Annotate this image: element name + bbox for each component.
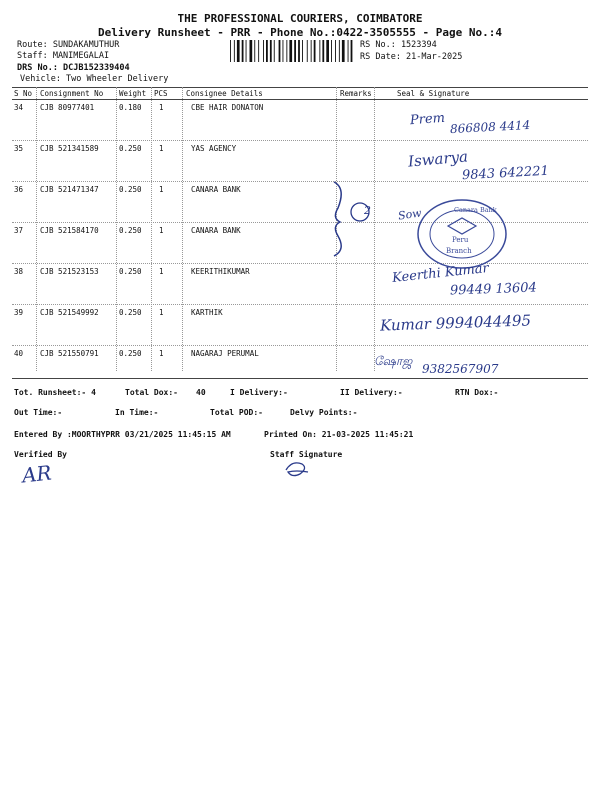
staff-signature-label: Staff Signature bbox=[270, 450, 343, 459]
signature-38-phone: 99449 13604 bbox=[449, 280, 538, 299]
stamp-branch-place: Peru bbox=[452, 236, 469, 244]
row-37-consignee: CANARA BANK bbox=[191, 226, 241, 235]
staff-signature-icon bbox=[282, 456, 312, 480]
signature-35-name: Iswarya bbox=[407, 147, 469, 171]
col-header-consignment: Consignment No bbox=[40, 89, 104, 98]
row-divider bbox=[12, 345, 588, 346]
runsheet-subtitle: Delivery Runsheet - PRR - Phone No.:0422-3505555 - Page No.:4 bbox=[98, 26, 502, 39]
row-34-consignment: CJB 80977401 bbox=[40, 103, 95, 112]
row-34-sno: 34 bbox=[14, 103, 24, 112]
total-dox-value: 40 bbox=[196, 388, 206, 397]
row-37-weight: 0.250 bbox=[119, 226, 142, 235]
col-header-remarks: Remarks bbox=[340, 89, 372, 98]
row-34-pcs: 1 bbox=[159, 103, 164, 112]
row-39-consignee: KARTHIK bbox=[191, 308, 223, 317]
rtn-dox: RTN Dox:- bbox=[455, 388, 499, 397]
row-40-weight: 0.250 bbox=[119, 349, 142, 358]
row-36-consignment: CJB 521471347 bbox=[40, 185, 99, 194]
row-divider bbox=[12, 304, 588, 305]
printed-on: Printed On: 21-03-2025 11:45:21 bbox=[264, 430, 414, 439]
row-34-consignee: CBE HAIR DONATON bbox=[191, 103, 264, 112]
col-header-seal-signature: Seal & Signature bbox=[397, 89, 470, 98]
remarks-count: 2 bbox=[364, 204, 371, 217]
route-label: Route: SUNDAKAMUTHUR bbox=[17, 40, 120, 50]
col-header-pcs: PCS bbox=[154, 89, 168, 98]
table-top-border bbox=[12, 87, 588, 88]
total-runsheet: Tot. Runsheet:- 4 bbox=[14, 388, 96, 397]
total-dox-label: Total Dox:- bbox=[125, 388, 178, 397]
row-35-consignee: YAS AGENCY bbox=[191, 144, 237, 153]
col-divider bbox=[151, 87, 152, 371]
entered-by: Entered By :MOORTHYPRR 03/21/2025 11:45:15 AM bbox=[14, 430, 231, 439]
remarks-brace-icon bbox=[326, 178, 376, 258]
row-35-sno: 35 bbox=[14, 144, 24, 153]
delvy-points: Delvy Points:- bbox=[290, 408, 358, 417]
signature-40-name: ஷோஜ bbox=[374, 354, 413, 368]
col-header-consignee: Consignee Details bbox=[186, 89, 263, 98]
row-38-consignee: KEERITHIKUMAR bbox=[191, 267, 250, 276]
row-36-weight: 0.250 bbox=[119, 185, 142, 194]
rs-number: RS No.: 1523394 bbox=[360, 40, 437, 50]
total-pod: Total POD:- bbox=[210, 408, 263, 417]
signature-36: Sow bbox=[397, 206, 423, 223]
row-35-weight: 0.250 bbox=[119, 144, 142, 153]
col-divider bbox=[116, 87, 117, 371]
col-divider bbox=[36, 87, 37, 371]
row-35-pcs: 1 bbox=[159, 144, 164, 153]
staff-label: Staff: MANIMEGALAI bbox=[17, 51, 110, 61]
rs-date: RS Date: 21-Mar-2025 bbox=[360, 52, 463, 62]
col-header-weight: Weight bbox=[119, 89, 147, 98]
verified-by-label: Verified By bbox=[14, 450, 67, 459]
signature-35-phone: 9843 642221 bbox=[461, 163, 550, 184]
table-header-border bbox=[12, 99, 588, 100]
barcode-icon bbox=[230, 40, 355, 62]
row-37-sno: 37 bbox=[14, 226, 24, 235]
drs-number: DRS No.: DCJB152339404 bbox=[17, 63, 130, 73]
verified-by-initials: AR bbox=[20, 460, 53, 488]
signature-34-name: Prem bbox=[409, 110, 446, 129]
row-36-sno: 36 bbox=[14, 185, 24, 194]
in-time: In Time:- bbox=[115, 408, 159, 417]
row-36-consignee: CANARA BANK bbox=[191, 185, 241, 194]
vehicle-label: Vehicle: Two Wheeler Delivery bbox=[20, 74, 169, 84]
row-40-pcs: 1 bbox=[159, 349, 164, 358]
ii-delivery: II Delivery:- bbox=[340, 388, 403, 397]
row-40-sno: 40 bbox=[14, 349, 24, 358]
signature-40-phone: 9382567907 bbox=[422, 362, 499, 376]
i-delivery: I Delivery:- bbox=[230, 388, 288, 397]
row-35-consignment: CJB 521341589 bbox=[40, 144, 99, 153]
row-38-sno: 38 bbox=[14, 267, 24, 276]
row-34-weight: 0.180 bbox=[119, 103, 142, 112]
row-38-consignment: CJB 521523153 bbox=[40, 267, 99, 276]
row-36-pcs: 1 bbox=[159, 185, 164, 194]
row-37-pcs: 1 bbox=[159, 226, 164, 235]
row-40-consignee: NAGARAJ PERUMAL bbox=[191, 349, 259, 358]
stamp-branch-label: Branch bbox=[446, 247, 472, 255]
signature-39: Kumar 9994044495 bbox=[379, 311, 532, 335]
table-bottom-border bbox=[12, 378, 588, 379]
row-39-pcs: 1 bbox=[159, 308, 164, 317]
row-38-weight: 0.250 bbox=[119, 267, 142, 276]
row-40-consignment: CJB 521550791 bbox=[40, 349, 99, 358]
row-39-weight: 0.250 bbox=[119, 308, 142, 317]
company-title: THE PROFESSIONAL COURIERS, COIMBATORE bbox=[177, 12, 423, 25]
row-divider bbox=[12, 140, 588, 141]
signature-34-phone: 866808 4414 bbox=[449, 117, 531, 137]
out-time: Out Time:- bbox=[14, 408, 63, 417]
col-header-sno: S No bbox=[14, 89, 33, 98]
row-37-consignment: CJB 521584170 bbox=[40, 226, 99, 235]
row-39-consignment: CJB 521549992 bbox=[40, 308, 99, 317]
signature-38-name: Keerthi Kumar bbox=[391, 260, 490, 287]
row-38-pcs: 1 bbox=[159, 267, 164, 276]
stamp-bank-name: Canara Bank bbox=[454, 206, 497, 214]
col-divider bbox=[182, 87, 183, 371]
row-39-sno: 39 bbox=[14, 308, 24, 317]
